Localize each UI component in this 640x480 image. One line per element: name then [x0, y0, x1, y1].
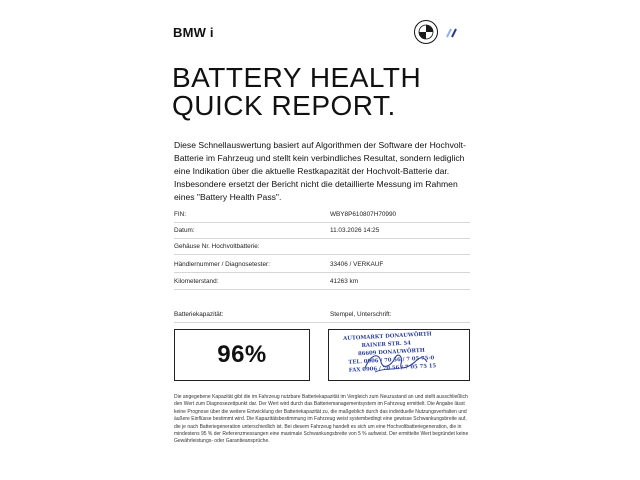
report-sheet: [146, 0, 496, 480]
capacity-label: Batteriekapazität:: [174, 311, 224, 318]
divider: [174, 272, 470, 273]
stamp-box: [328, 329, 470, 381]
brand-label: BMW i: [173, 25, 214, 40]
fin-label: FIN:: [174, 211, 187, 218]
fin-value: WBY8P610807H70990: [330, 211, 397, 218]
capacity-box: [174, 329, 310, 381]
divider: [174, 222, 470, 223]
mileage-value: 41263 km: [330, 278, 359, 285]
stamp-line: AUTOMARKT DONAUWÖRTH: [343, 331, 432, 342]
disclaimer-text: Die angegebene Kapazität gibt die im Fahrzeug nutzbare Batteriekapazität im Vergleich zum Neuzustand an und stellt ausschließlich den Wert zum Diagnosezeitpunkt dar. Der Wert wird durch das Batteriemanagementsystem im Fahrzeug ermittelt. Die Angabe lässt keine Prognose über die weitere Entwicklung der Batteriekapazität zu, die maßgeblich durch das individuelle Nutzungsverhalten und äußere Einflüsse bestimmt wird. Die Kapazitätsbestimmung im Fahrzeug weist systembedingt eine gewisse Schwankungsbreite auf, die je nach Batteriegeneration unterschiedlich ist. Bei diesem Fahrzeug handelt es sich um eine Hochvoltbatteriegeneration, die in mindestens 95 % der Referenzmessungen eine maximale Schwankungsbreite von 5 % aufweist. Der ermittelte Wert begründet keine Gewährleistungs- oder Garantieansprüche.: [174, 394, 469, 445]
stamp-line: TEL. 0906 / 70 56 / 7 05 75-0: [348, 355, 435, 366]
divider: [174, 254, 470, 255]
divider: [174, 238, 470, 239]
bmw-roundel-icon: [414, 20, 438, 44]
capacity-value: 96%: [217, 341, 267, 368]
date-label: Datum:: [174, 227, 195, 234]
intro-text: Diese Schnellauswertung basiert auf Algorithmen der Software der Hochvolt-Batterie im Fahrzeug und stellt kein verbindliches Resultat, sondern lediglich eine Indikation über die aktuelle Restkapazität der Hochvolt-Batterie dar. Insbesondere ersetzt der Bericht nicht die detaillierte Messung im Rahmen eines "Battery Health Pass".: [174, 140, 466, 202]
dealer-label: Händlernummer / Diagnosetester:: [174, 261, 270, 268]
mileage-label: Kilometerstand:: [174, 278, 219, 285]
stamp-line: 86609 DONAUWÖRTH: [357, 347, 425, 358]
bmw-i-slashes-icon: [444, 28, 460, 38]
title-line-1: BATTERY HEALTH: [172, 62, 422, 93]
stamp-line: RAINER STR. 54: [361, 340, 412, 350]
report-title: [172, 64, 421, 120]
stamp-label: Stempel, Unterschrift:: [330, 311, 392, 318]
handwritten-signature: [361, 348, 431, 376]
brand-logo-area: [414, 20, 474, 46]
date-value: 11.03.2026 14:25: [330, 227, 380, 234]
divider: [174, 289, 470, 290]
title-line-2: QUICK REPORT.: [172, 90, 396, 121]
divider: [174, 322, 470, 323]
stamp-line: FAX 0906 / 70 56 / 7 05 75 15: [348, 363, 437, 374]
dealer-value: 33406 / VERKAUF: [330, 261, 384, 268]
battery-housing-label: Gehäuse Nr. Hochvoltbatterie:: [174, 243, 260, 250]
